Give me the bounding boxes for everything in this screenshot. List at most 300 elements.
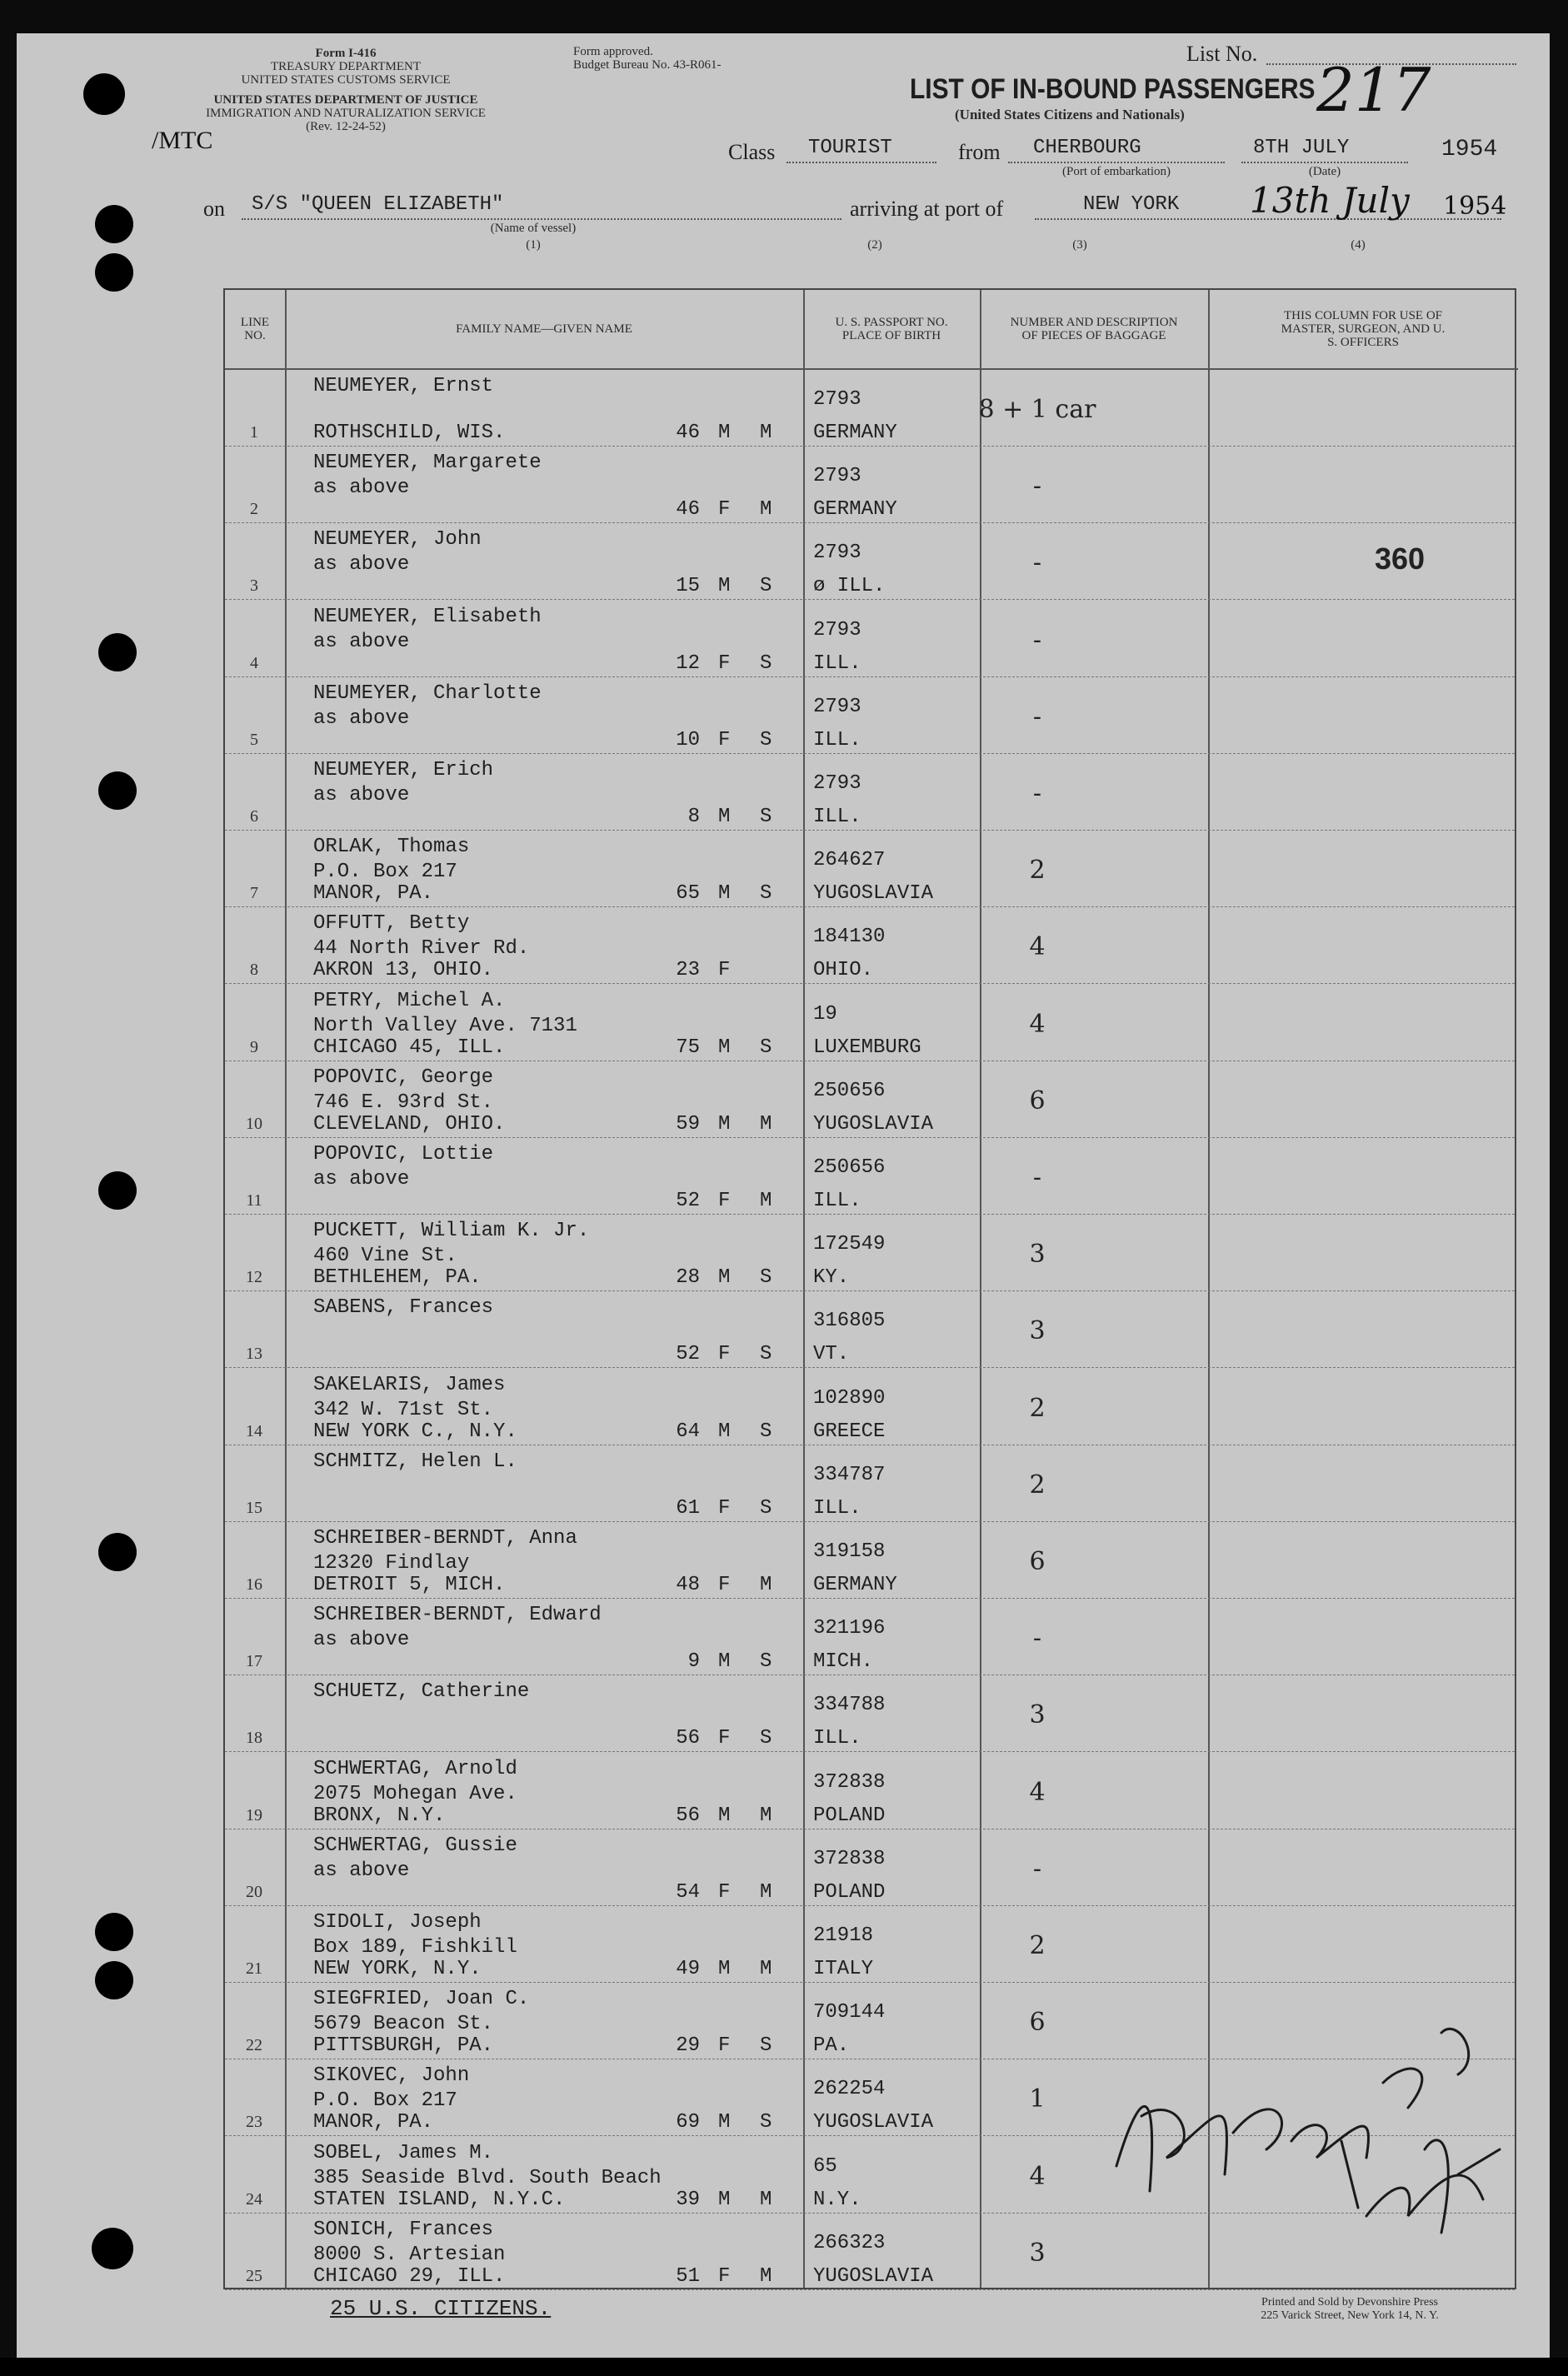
passenger-name: NEUMEYER, Ernst (313, 375, 494, 397)
address-line-1: as above (313, 784, 410, 806)
from-label: from (958, 140, 1001, 164)
passport-number: 19 (813, 1002, 837, 1026)
address-line-2: STATEN ISLAND, N.Y.C. (313, 2188, 566, 2211)
table-row (225, 1215, 1515, 1291)
passport-number: 2793 (813, 465, 861, 488)
passenger-name: POPOVIC, Lottie (313, 1143, 494, 1166)
marital-status: S (760, 1496, 772, 1520)
officer-col-num: (4) (1351, 238, 1366, 252)
passenger-age: 8 (687, 806, 700, 828)
passenger-sex: F (718, 1574, 731, 1596)
line-number: 21 (246, 1959, 262, 1978)
line-number: 12 (246, 1268, 262, 1287)
marital-status: S (760, 1266, 772, 1290)
passport-number: 2793 (813, 542, 861, 565)
passenger-name: NEUMEYER, Charlotte (313, 681, 542, 705)
marital-status: S (760, 1036, 772, 1059)
address-line-1: 8000 S. Artesian (313, 2243, 506, 2266)
line-number: 7 (250, 884, 258, 903)
list-no-label: List No. (1186, 42, 1258, 66)
address-line-1: 12320 Findlay (313, 1552, 470, 1575)
passport-number: 334787 (813, 1463, 886, 1486)
list-no-value: 217 (1316, 55, 1431, 125)
line-number: 13 (246, 1345, 262, 1364)
address-line-1: as above (313, 630, 410, 653)
passenger-name: OFFUTT, Betty (313, 912, 470, 936)
baggage-count: 4 (1029, 2161, 1046, 2191)
address-line-1: as above (313, 1629, 410, 1652)
passenger-name: SCHMITZ, Helen L. (313, 1450, 517, 1473)
embark-caption: (Port of embarkation) (1062, 165, 1171, 178)
line-number: 19 (246, 1805, 262, 1824)
margin-note: /MTC (152, 127, 213, 154)
place-of-birth: MICH. (813, 1650, 874, 1674)
baggage-count: 2 (1029, 1470, 1046, 1500)
place-of-birth: ILL. (813, 1727, 861, 1750)
place-of-birth: YUGOSLAVIA (813, 1112, 934, 1136)
passenger-sex: F (718, 959, 731, 982)
table-row (225, 1061, 1515, 1138)
marital-status: S (760, 2111, 772, 2134)
line-number: 25 (246, 2266, 262, 2285)
col-header-baggage: NUMBER AND DESCRIPTION OF PIECES OF BAGGAGE (980, 290, 1208, 370)
address-line-1: 44 North River Rd. (313, 937, 530, 961)
passenger-name: SCHREIBER-BERNDT, Anna (313, 1527, 577, 1550)
baggage-count: 6 (1029, 1086, 1046, 1116)
marital-status: M (760, 1880, 772, 1904)
place-of-birth: ITALY (813, 1958, 874, 1980)
address-line-2: NEW YORK C., N.Y. (313, 1420, 517, 1443)
place-of-birth: VT. (813, 1343, 850, 1366)
marital-status: M (760, 1190, 772, 1212)
punch-hole (95, 1961, 133, 1999)
address-line-2: AKRON 13, OHIO. (313, 959, 494, 982)
passport-number: 65 (813, 2154, 837, 2178)
passport-number: 262254 (813, 2078, 886, 2101)
line-number: 16 (246, 1575, 262, 1594)
passenger-sex: M (718, 575, 731, 598)
line-number: 15 (246, 1498, 262, 1517)
passenger-age: 59 (676, 1112, 700, 1136)
date-value: 8TH JULY (1253, 137, 1350, 159)
address-line-1: as above (313, 1168, 410, 1190)
form-number: Form I-416 (315, 47, 377, 60)
marital-status: S (760, 806, 772, 828)
year-value-1: 1954 (1441, 137, 1498, 162)
passenger-age: 56 (676, 1727, 700, 1750)
address-line-1: 342 W. 71st St. (313, 1398, 494, 1421)
passenger-sex: F (718, 2034, 731, 2058)
baggage-count: - (1032, 701, 1042, 731)
passport-col-num: (2) (867, 238, 882, 252)
place-of-birth: YUGOSLAVIA (813, 2264, 934, 2288)
marital-status: S (760, 1727, 772, 1750)
passenger-sex: F (718, 2264, 731, 2288)
baggage-count: 4 (1029, 932, 1046, 962)
place-of-birth: GERMANY (813, 422, 897, 444)
address-line-2: DETROIT 5, MICH. (313, 1574, 506, 1596)
passenger-name: SABENS, Frances (313, 1296, 494, 1320)
passenger-age: 46 (676, 498, 700, 522)
date-caption: (Date) (1308, 165, 1341, 178)
baggage-count: 2 (1029, 1931, 1046, 1960)
passport-number: 250656 (813, 1156, 886, 1179)
class-label: Class (728, 140, 776, 164)
passport-number: 2793 (813, 618, 861, 641)
passport-number: 319158 (813, 1540, 886, 1563)
passport-number: 2793 (813, 772, 861, 795)
year-value-2: 1954 (1443, 192, 1507, 221)
passenger-name: NEUMEYER, Erich (313, 759, 494, 781)
form-subtitle: (United States Citizens and Nationals) (955, 107, 1185, 122)
passenger-sex: M (718, 1650, 731, 1674)
passenger-age: 65 (676, 882, 700, 906)
passport-number: 372838 (813, 1847, 886, 1870)
baggage-count: - (1032, 625, 1042, 655)
table-row (225, 1291, 1515, 1368)
passenger-age: 54 (676, 1880, 700, 1904)
punch-hole (98, 1171, 137, 1210)
date-line (1241, 162, 1408, 163)
passenger-age: 15 (676, 575, 700, 598)
vessel-caption: (Name of vessel) (490, 222, 577, 235)
passenger-age: 39 (676, 2188, 700, 2211)
marital-status: M (760, 1804, 772, 1827)
baggage-count: 3 (1029, 1240, 1046, 1270)
marital-status: S (760, 651, 772, 675)
table-row (225, 1138, 1515, 1215)
punch-hole (95, 253, 133, 292)
address-line-2: CHICAGO 45, ILL. (313, 1036, 506, 1059)
passenger-name: SCHUETZ, Catherine (313, 1680, 530, 1704)
passenger-age: 28 (676, 1266, 700, 1290)
passenger-name: SCHWERTAG, Gussie (313, 1834, 517, 1857)
table-row (225, 601, 1515, 677)
baggage-count: 3 (1029, 2238, 1046, 2268)
punch-hole (92, 2228, 133, 2269)
address-line-1: as above (313, 553, 410, 577)
passenger-age: 51 (676, 2264, 700, 2288)
line-number: 3 (250, 577, 258, 596)
place-of-birth: GERMANY (813, 498, 897, 522)
arrival-date: 13th July (1250, 180, 1410, 221)
passenger-sex: M (718, 1266, 731, 1290)
address-line-2: MANOR, PA. (313, 2111, 434, 2134)
passenger-name: ORLAK, Thomas (313, 836, 470, 859)
passenger-name: PUCKETT, William K. Jr. (313, 1220, 590, 1243)
address-line-1: P.O. Box 217 (313, 2089, 457, 2113)
table-row (225, 1906, 1515, 1983)
arriving-label: arriving at port of (850, 197, 1004, 221)
passenger-sex: F (718, 498, 731, 522)
line-number: 9 (250, 1037, 258, 1056)
address-line-1: 746 E. 93rd St. (313, 1091, 494, 1114)
passenger-sex: M (718, 1036, 731, 1059)
baggage-count: - (1032, 779, 1042, 808)
port-value: NEW YORK (1083, 193, 1180, 216)
passport-number: 2793 (813, 388, 861, 411)
col-header-name: FAMILY NAME—GIVEN NAME (285, 290, 803, 370)
line-number: 1 (250, 423, 258, 442)
dept-justice: UNITED STATES DEPARTMENT OF JUSTICE (213, 93, 478, 107)
line-number: 11 (246, 1191, 262, 1210)
line-number: 17 (246, 1652, 262, 1671)
passenger-age: 29 (676, 2034, 700, 2058)
passenger-name: SAKELARIS, James (313, 1373, 506, 1396)
marital-status: M (760, 1958, 772, 1980)
address-line-1: 385 Seaside Blvd. South Beach (313, 2166, 662, 2189)
baggage-count: - (1032, 1624, 1042, 1654)
baggage-count: 1 (1029, 2084, 1046, 2114)
baggage-col-num: (3) (1072, 238, 1087, 252)
table-row (225, 831, 1515, 907)
form-title: LIST OF IN-BOUND PASSENGERS (910, 73, 1316, 105)
form-department-block (187, 47, 504, 133)
passenger-sex: M (718, 806, 731, 828)
line-number: 4 (250, 653, 258, 672)
baggage-count: - (1032, 1854, 1042, 1884)
address-line-1: as above (313, 1859, 410, 1882)
line-number: 2 (250, 500, 258, 519)
passport-number: 334788 (813, 1694, 886, 1717)
address-line-2: MANOR, PA. (313, 882, 434, 906)
place-of-birth: N.Y. (813, 2188, 861, 2211)
passport-number: 184130 (813, 926, 886, 949)
marital-status: M (760, 422, 772, 444)
table-row (225, 1675, 1515, 1752)
col-header-passport: U. S. PASSPORT NO. PLACE OF BIRTH (803, 290, 980, 370)
passenger-age: 9 (687, 1650, 700, 1674)
baggage-count: 2 (1029, 856, 1046, 886)
baggage-count: - (1032, 548, 1042, 578)
line-number: 5 (250, 730, 258, 749)
col-header-officers: THIS COLUMN FOR USE OF MASTER, SURGEON, AND U. S. OFFICERS (1208, 290, 1518, 370)
address-line-2: PITTSBURGH, PA. (313, 2034, 494, 2058)
marital-status: M (760, 1112, 772, 1136)
table-row (225, 677, 1515, 754)
passenger-sex: F (718, 1496, 731, 1520)
passenger-age: 46 (676, 422, 700, 444)
passenger-age: 56 (676, 1804, 700, 1827)
dept-customs: UNITED STATES CUSTOMS SERVICE (241, 73, 451, 87)
class-line (786, 162, 936, 163)
table-row (225, 1369, 1515, 1445)
line-number: 14 (246, 1421, 262, 1440)
line-number: 6 (250, 807, 258, 826)
baggage-count: 4 (1029, 1777, 1046, 1807)
manifest-page (17, 33, 1550, 2358)
printer-imprint (1191, 2296, 1508, 2323)
officer-note: 360 (1375, 542, 1426, 577)
passenger-age: 61 (676, 1496, 700, 1520)
address-line-2: BRONX, N.Y. (313, 1804, 446, 1827)
marital-status: M (760, 2264, 772, 2288)
marital-status: S (760, 1343, 772, 1366)
vessel-line (242, 218, 841, 220)
place-of-birth: POLAND (813, 1804, 886, 1827)
passenger-age: 75 (676, 1036, 700, 1059)
address-line-1: as above (313, 706, 410, 730)
address-line-2: BETHLEHEM, PA. (313, 1266, 482, 1290)
table-row (225, 907, 1515, 984)
passenger-name: NEUMEYER, Elisabeth (313, 605, 542, 628)
punch-hole (98, 633, 137, 671)
col-header-line-no: LINE NO. (225, 290, 285, 370)
baggage-count: 6 (1029, 1547, 1046, 1576)
approved-line: Form approved. (573, 45, 653, 58)
passenger-sex: F (718, 651, 731, 675)
place-of-birth: PA. (813, 2034, 850, 2058)
passenger-age: 48 (676, 1574, 700, 1596)
line-number: 23 (246, 2113, 262, 2132)
marital-status: M (760, 498, 772, 522)
passenger-name: SIKOVEC, John (313, 2064, 470, 2088)
punch-hole (95, 205, 133, 243)
place-of-birth: YUGOSLAVIA (813, 2111, 934, 2134)
passenger-sex: M (718, 422, 731, 444)
baggage-count: 3 (1029, 1700, 1046, 1730)
footer-total: 25 U.S. CITIZENS. (330, 2296, 552, 2321)
place-of-birth: ILL. (813, 1496, 861, 1520)
address-line-2: NEW YORK, N.Y. (313, 1958, 482, 1980)
passenger-age: 10 (676, 728, 700, 751)
place-of-birth: OHIO. (813, 959, 874, 982)
dept-ins: IMMIGRATION AND NATURALIZATION SERVICE (206, 107, 486, 120)
baggage-count: 4 (1029, 1009, 1046, 1039)
place-of-birth: POLAND (813, 1880, 886, 1904)
passport-number: 102890 (813, 1386, 886, 1410)
passenger-name: SCHWERTAG, Arnold (313, 1757, 517, 1780)
passport-number: 172549 (813, 1233, 886, 1256)
table-row (225, 754, 1515, 831)
baggage-count: - (1032, 1163, 1042, 1192)
place-of-birth: LUXEMBURG (813, 1036, 921, 1059)
passport-number: 264627 (813, 849, 886, 872)
line-number: 22 (246, 2036, 262, 2055)
passenger-sex: F (718, 1190, 731, 1212)
marital-status: S (760, 1420, 772, 1443)
passenger-sex: M (718, 882, 731, 906)
passenger-name: NEUMEYER, John (313, 528, 482, 552)
baggage-count: 2 (1029, 1393, 1046, 1423)
table-row (225, 1522, 1515, 1599)
printer-line-2: 225 Varick Street, New York 14, N. Y. (1261, 2309, 1439, 2322)
passenger-sex: M (718, 1804, 731, 1827)
address-line-1: 2075 Mohegan Ave. (313, 1782, 517, 1805)
passenger-sex: F (718, 1343, 731, 1366)
address-line-2: CHICAGO 29, ILL. (313, 2264, 506, 2288)
punch-hole (83, 73, 125, 115)
place-of-birth: ILL. (813, 1190, 861, 1212)
place-of-birth: ILL. (813, 651, 861, 675)
table-row (225, 1445, 1515, 1522)
passenger-sex: F (718, 1727, 731, 1750)
marital-status: M (760, 2188, 772, 2211)
marital-status: S (760, 575, 772, 598)
passenger-sex: M (718, 2111, 731, 2134)
place-of-birth: ILL. (813, 806, 861, 828)
passenger-sex: F (718, 728, 731, 751)
place-of-birth: YUGOSLAVIA (813, 882, 934, 906)
address-line-2: CLEVELAND, OHIO. (313, 1112, 506, 1136)
address-line-1: North Valley Ave. 7131 (313, 1014, 577, 1037)
passport-number: 21918 (813, 1924, 874, 1947)
punch-hole (95, 1913, 133, 1951)
passenger-sex: M (718, 2188, 731, 2211)
passenger-age: 12 (676, 651, 700, 675)
line-number: 8 (250, 961, 258, 980)
passenger-age: 69 (676, 2111, 700, 2134)
class-value: TOURIST (808, 137, 892, 159)
passenger-age: 52 (676, 1190, 700, 1212)
table-row (225, 985, 1515, 1061)
passenger-sex: F (718, 1880, 731, 1904)
place-of-birth: ø ILL. (813, 575, 886, 598)
passenger-name: SIDOLI, Joseph (313, 1911, 482, 1934)
passenger-name: NEUMEYER, Margarete (313, 452, 542, 475)
passport-number: 316805 (813, 1310, 886, 1333)
passenger-age: 49 (676, 1958, 700, 1980)
marital-status: S (760, 728, 772, 751)
vessel-value: S/S "QUEEN ELIZABETH" (252, 193, 504, 216)
line-number: 24 (246, 2189, 262, 2209)
passenger-name: POPOVIC, George (313, 1066, 494, 1089)
on-label: on (203, 197, 225, 221)
passport-number: 709144 (813, 2001, 886, 2024)
passport-number: 250656 (813, 1079, 886, 1102)
passenger-sex: M (718, 1112, 731, 1136)
table-row (225, 1753, 1515, 1829)
scan-border (0, 2358, 1568, 2376)
passport-number: 372838 (813, 1770, 886, 1794)
table-row (225, 370, 1515, 447)
passenger-age: 23 (676, 959, 700, 982)
printer-line-1: Printed and Sold by Devonshire Press (1261, 2296, 1438, 2309)
from-value: CHERBOURG (1033, 137, 1141, 159)
address-line-2: ROTHSCHILD, WIS. (313, 422, 506, 444)
address-line-1: 460 Vine St. (313, 1245, 457, 1268)
officer-signature (1091, 1983, 1525, 2266)
vessel-col-num: (1) (526, 238, 541, 252)
address-line-1: P.O. Box 217 (313, 861, 457, 884)
dept-treasury: TREASURY DEPARTMENT (270, 60, 422, 73)
from-line (1008, 162, 1225, 163)
passenger-sex: M (718, 1958, 731, 1980)
approval-block (573, 45, 773, 72)
baggage-count: 3 (1029, 1316, 1046, 1346)
passenger-name: SOBEL, James M. (313, 2141, 494, 2164)
passenger-name: SCHREIBER-BERNDT, Edward (313, 1604, 602, 1627)
marital-status: S (760, 882, 772, 906)
passenger-name: SIEGFRIED, Joan C. (313, 1988, 530, 2011)
place-of-birth: KY. (813, 1266, 850, 1290)
table-row (225, 523, 1515, 600)
address-line-1: as above (313, 477, 410, 500)
passenger-age: 64 (676, 1420, 700, 1443)
passport-number: 2793 (813, 695, 861, 718)
passport-number: 321196 (813, 1617, 886, 1640)
line-number: 20 (246, 1882, 262, 1901)
punch-hole (98, 771, 137, 810)
baggage-count: - (1032, 472, 1042, 502)
passenger-age: 52 (676, 1343, 700, 1366)
address-line-1: Box 189, Fishkill (313, 1936, 517, 1959)
passenger-sex: M (718, 1420, 731, 1443)
passport-number: 266323 (813, 2231, 886, 2254)
address-line-1: 5679 Beacon St. (313, 2013, 494, 2036)
line-number: 18 (246, 1729, 262, 1748)
table-row (225, 447, 1515, 523)
